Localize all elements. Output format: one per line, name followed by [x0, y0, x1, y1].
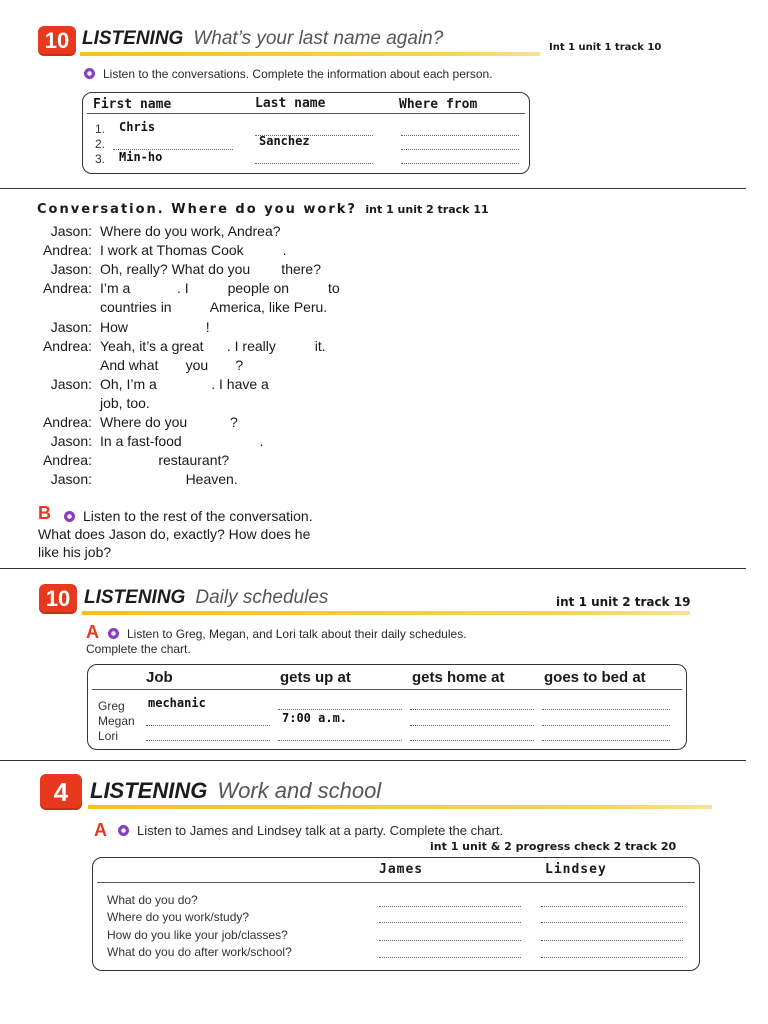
- speaker-label: Jason:: [50, 319, 92, 335]
- answer-blank[interactable]: [278, 709, 402, 710]
- track-note: int 1 unit & 2 progress check 2 track 20: [430, 840, 677, 853]
- last-name-table: [82, 92, 530, 174]
- question-text: like his job?: [38, 544, 112, 560]
- dialogue-line: Heaven.: [100, 471, 238, 487]
- answer-blank[interactable]: [255, 163, 373, 164]
- part-letter: A: [94, 820, 107, 840]
- conversation-heading: Conversation. Where do you work? int 1 unit 2 track 11: [37, 202, 489, 217]
- question-label: What do you do?: [107, 893, 198, 907]
- title-underline: [88, 805, 712, 809]
- section-keyword: LISTENING: [82, 28, 184, 49]
- audio-icon[interactable]: [118, 825, 129, 836]
- dialogue-line: And what you ?: [100, 357, 244, 373]
- speaker-label: Jason:: [50, 471, 92, 487]
- section-title: [84, 587, 328, 609]
- column-header: Where from: [399, 97, 478, 112]
- instruction: Listen to the rest of the conversation.: [64, 508, 313, 524]
- dialogue-line: In a fast-food .: [100, 433, 264, 449]
- speaker-label: Andrea:: [42, 452, 92, 468]
- track-note: int 1 unit 2 track 19: [556, 595, 691, 609]
- speaker-label: Jason:: [50, 376, 92, 392]
- gets-up-cell: 7:00 a.m.: [282, 711, 348, 725]
- audio-icon[interactable]: [84, 68, 95, 79]
- dialogue-line: countries in America, like Peru.: [100, 299, 328, 315]
- speaker-label: Jason:: [50, 223, 92, 239]
- answer-blank[interactable]: [541, 940, 683, 941]
- person-name: Greg: [98, 699, 125, 713]
- speaker-label: Jason:: [50, 433, 92, 449]
- answer-blank[interactable]: [541, 957, 683, 958]
- dialogue-line: I’m a . I people on to: [100, 280, 340, 296]
- section-divider: [0, 760, 746, 761]
- part-letter: A: [86, 622, 99, 642]
- answer-blank[interactable]: [146, 725, 270, 726]
- column-header: James: [379, 862, 424, 877]
- dialogue-line: Yeah, it’s a great . I really it.: [100, 338, 326, 354]
- section-subtitle: Daily schedules: [195, 587, 329, 608]
- section-subtitle: Work and school: [217, 778, 382, 803]
- answer-blank[interactable]: [146, 740, 270, 741]
- answer-blank[interactable]: [401, 149, 519, 150]
- speaker-label: Andrea:: [42, 280, 92, 296]
- question-text: What does Jason do, exactly? How does he: [38, 526, 311, 542]
- row-number: 3.: [95, 152, 106, 166]
- answer-blank[interactable]: [401, 163, 519, 164]
- speaker-label: Andrea:: [42, 338, 92, 354]
- speaker-label: Andrea:: [42, 414, 92, 430]
- column-header: First name: [93, 97, 172, 112]
- dialogue-line: Oh, I’m a . I have a: [100, 376, 269, 392]
- question-label: How do you like your job/classes?: [107, 928, 288, 942]
- dialogue-line: How !: [100, 319, 210, 335]
- speaker-label: Jason:: [50, 261, 92, 277]
- column-header: Job: [146, 669, 173, 686]
- part-letter: B: [38, 503, 51, 523]
- column-header: Last name: [255, 96, 326, 111]
- audio-icon[interactable]: [64, 511, 75, 522]
- section-divider: [0, 568, 746, 569]
- first-name-cell: Chris: [119, 120, 156, 134]
- dialogue-line: Where do you work, Andrea?: [100, 223, 281, 239]
- answer-blank[interactable]: [542, 740, 670, 741]
- title-underline: [80, 52, 540, 56]
- last-name-cell: Sanchez: [259, 134, 310, 148]
- header-divider: [97, 882, 695, 883]
- speaker-label: Andrea:: [42, 242, 92, 258]
- track-note: Int 1 unit 1 track 10: [549, 42, 662, 53]
- job-cell: mechanic: [148, 696, 206, 710]
- answer-blank[interactable]: [541, 922, 683, 923]
- answer-blank[interactable]: [410, 740, 534, 741]
- section-keyword: LISTENING: [90, 778, 208, 803]
- person-name: Lori: [98, 729, 119, 743]
- dialogue-line: Where do you ?: [100, 414, 238, 430]
- section-divider: [0, 188, 746, 189]
- title-underline: [82, 611, 690, 615]
- schedule-table: [87, 664, 687, 750]
- row-number: 1.: [95, 122, 106, 136]
- column-header: gets up at: [280, 669, 351, 686]
- column-header: goes to bed at: [544, 669, 646, 686]
- person-name: Megan: [98, 714, 135, 728]
- instruction: Listen to the conversations. Complete the information about each person.: [84, 67, 493, 81]
- answer-blank[interactable]: [278, 740, 402, 741]
- section-subtitle: What’s your last name again?: [193, 28, 444, 49]
- instruction: Listen to James and Lindsey talk at a party. Complete the chart.: [118, 823, 503, 838]
- answer-blank[interactable]: [401, 135, 519, 136]
- answer-blank[interactable]: [379, 940, 521, 941]
- audio-icon[interactable]: [108, 628, 119, 639]
- section-title: [90, 778, 381, 804]
- header-divider: [87, 113, 525, 114]
- dialogue-line: Oh, really? What do you there?: [100, 261, 321, 277]
- instruction: Listen to Greg, Megan, and Lori talk about their daily schedules.: [108, 627, 467, 641]
- exercise-number-badge: 10: [38, 26, 76, 56]
- section-keyword: LISTENING: [84, 587, 186, 608]
- first-name-cell: Min-ho: [119, 150, 163, 164]
- question-label: What do you do after work/school?: [107, 945, 292, 959]
- instruction: Complete the chart.: [86, 642, 191, 656]
- answer-blank[interactable]: [541, 906, 683, 907]
- dialogue-line: I work at Thomas Cook .: [100, 242, 287, 258]
- exercise-number-badge: 4: [40, 774, 82, 810]
- dialogue-line: job, too.: [100, 395, 150, 411]
- dialogue-line: restaurant?: [100, 452, 230, 468]
- answer-blank[interactable]: [410, 709, 534, 710]
- column-header: gets home at: [412, 669, 505, 686]
- row-number: 2.: [95, 137, 106, 151]
- header-divider: [92, 689, 682, 690]
- column-header: Lindsey: [545, 862, 607, 877]
- work-school-table: [92, 857, 700, 971]
- question-label: Where do you work/study?: [107, 910, 250, 924]
- answer-blank[interactable]: [410, 725, 534, 726]
- answer-blank[interactable]: [379, 957, 521, 958]
- section-title: [82, 28, 443, 50]
- exercise-number-badge: 10: [39, 584, 77, 614]
- answer-blank[interactable]: [379, 906, 521, 907]
- answer-blank[interactable]: [542, 725, 670, 726]
- answer-blank[interactable]: [542, 709, 670, 710]
- answer-blank[interactable]: [379, 922, 521, 923]
